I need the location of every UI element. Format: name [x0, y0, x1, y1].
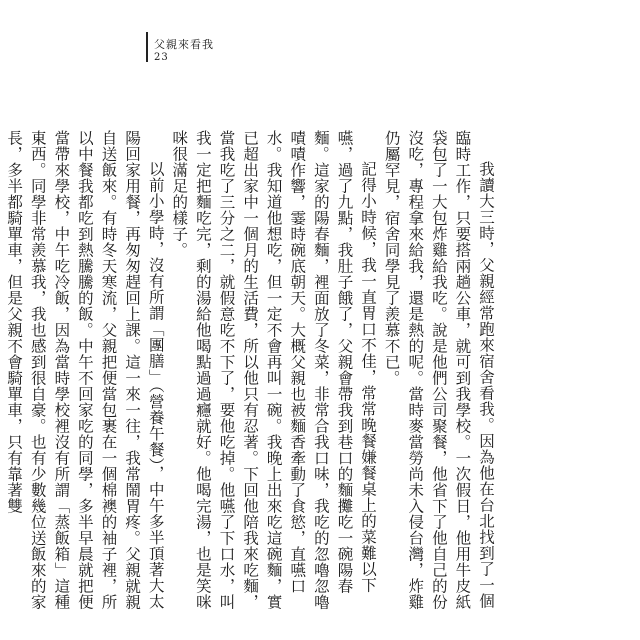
page-number: 23 — [154, 52, 169, 63]
paragraph: 我讀大三時，父親經常跑來宿舍看我。因為他在台北找到了一個臨時工作，只要搭兩趟公車，就可到我學校。一次假日，他用牛皮紙袋包了一大包炸雞給我吃。說是他們公司聚餐，他省下了他自己的份沒吃，專程拿來給我，還是熱的呢。當時麥當勞尚未入侵台灣，炸雞仍屬罕見，宿舍同學見了羨慕不已。 — [382, 130, 495, 610]
body-text — [5, 130, 497, 610]
paragraph: 以前小學時，沒有所謂「團膳」（營養午餐），中午多半頂著大太陽回家用餐，再匆匆趕回上課。這一來一往，我常鬧胃疼。父親就親自送飯來。有時冬天寒流，父親把便當包裹在一個棉襖的袖子裡，所以中餐我都吃到熱騰騰的飯。中午不回家吃的同學，多半早晨就把便當帶來學校，中午吃冷飯，因為當時學校裡沒有所謂「蒸飯箱」這種東西。同學非常羨慕我，我也感到很自豪。也有少數幾位送飯來的家長，多半都騎單車，但是父親不會騎單車，只有靠著雙 — [5, 130, 165, 610]
chapter-title: 父親來看我 — [154, 38, 214, 51]
header-rule — [146, 32, 148, 62]
paragraph: 記得小時候，我一直胃口不佳，常常晚餐嫌餐桌上的菜難以下嚥，過了九點，我肚子餓了，父親會帶我到巷口的麵攤吃一碗陽春麵。這家的陽春麵，裡面放了冬菜，非常合我口味，我吃的忽嚕忽嚕嘖嘖作響，霎時碗底朝天。大概父親也被麵香牽動了食慾，直嚥口水。我知道他想吃，但一定不會再叫一碗。我晚上出來吃這碗麵，實已超出家中一個月的生活費，所以他只有忍著。下回他陪我來吃麵，當我吃了三分之二，就假意吃不下了，要他吃掉。他嚥了下口水，叫我一定把麵吃完，剩的湯給他喝點過過癮就好。他喝完湯，也是笑咪咪很滿足的樣子。 — [170, 130, 378, 610]
